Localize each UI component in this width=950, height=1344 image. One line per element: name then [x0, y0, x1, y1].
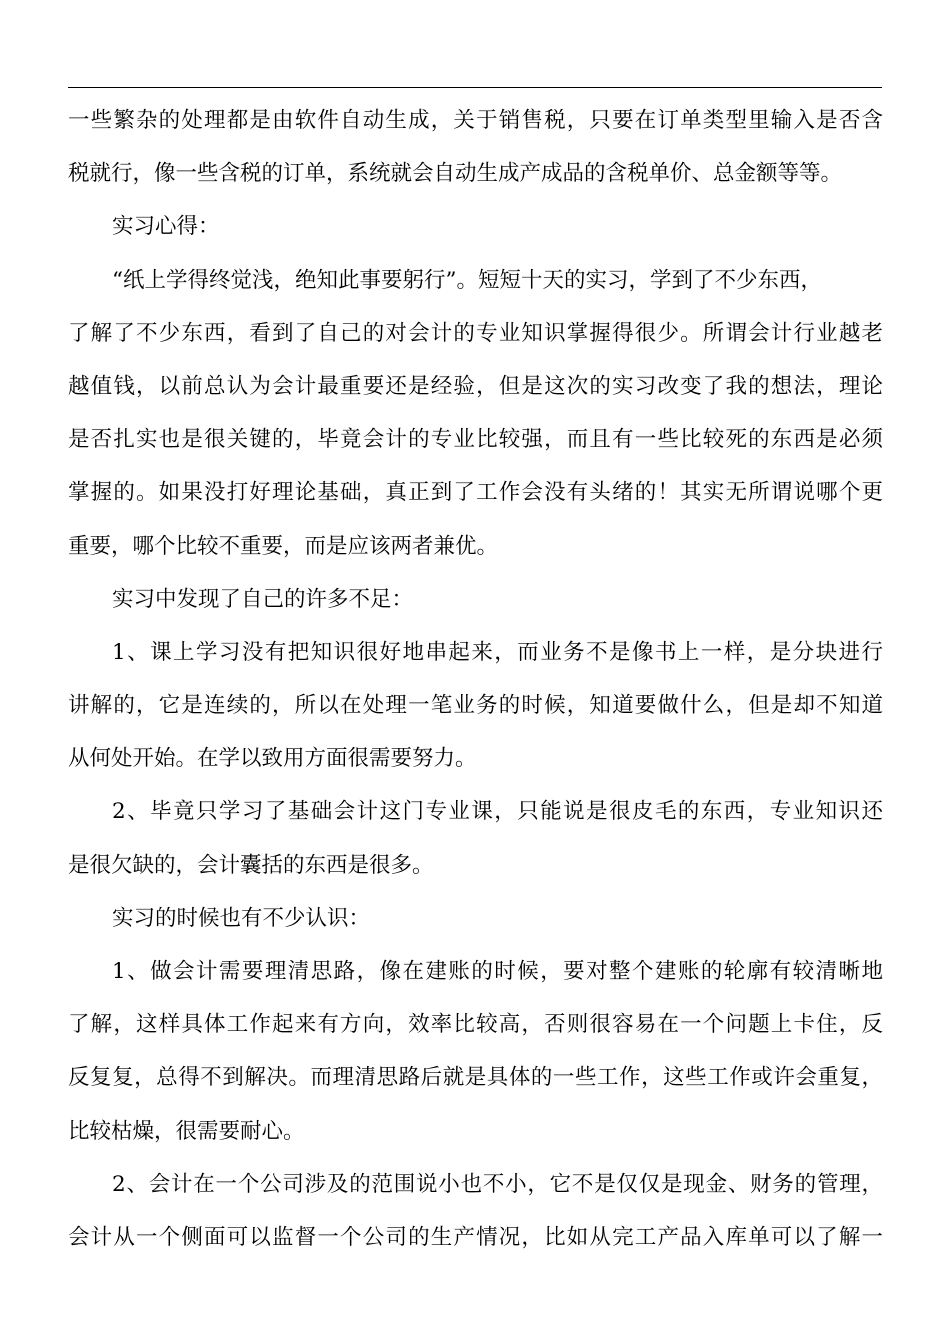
text-line: 讲解的，它是连续的，所以在处理一笔业务的时候，知道要做什么，但是却不知道 — [68, 693, 883, 719]
body-text — [68, 94, 883, 1264]
text-line: 越值钱，以前总认为会计最重要还是经验，但是这次的实习改变了我的想法，理论 — [68, 373, 883, 399]
text-line: 1、做会计需要理清思路，像在建账的时候，要对整个建账的轮廓有较清晰地 — [112, 959, 883, 984]
text-line: 1、课上学习没有把知识很好地串起来，而业务不是像书上一样，是分块进行 — [112, 639, 883, 665]
section-heading: 实习的时候也有不少认识： — [112, 905, 371, 931]
text-line: 了解，这样具体工作起来有方向，效率比较高，否则很容易在一个问题上卡住，反 — [68, 1012, 883, 1038]
text-line: 掌握的。如果没打好理论基础，真正到了工作会没有头绪的！其实无所谓说哪个更 — [68, 480, 883, 506]
text-line: 是否扎实也是很关键的，毕竟会计的专业比较强，而且有一些比较死的东西是必须 — [68, 427, 883, 453]
text-line: 是很欠缺的，会计囊括的东西是很多。 — [68, 852, 434, 878]
text-line: 重要，哪个比较不重要，而是应该两者兼优。 — [68, 533, 499, 559]
text-line: 反复复，总得不到解决。而理清思路后就是具体的一些工作，这些工作或许会重复， — [68, 1065, 883, 1091]
text-line: 一些繁杂的处理都是由软件自动生成，关于销售税，只要在订单类型里输入是否含 — [68, 108, 883, 133]
text-line: 了解了不少东西，看到了自己的对会计的专业知识掌握得很少。所谓会计行业越老 — [68, 320, 883, 346]
text-line: “纸上学得终觉浅，绝知此事要躬行”。短短十天的实习，学到了不少东西， — [112, 267, 822, 293]
header-rule — [68, 87, 882, 88]
section-heading: 实习中发现了自己的许多不足： — [112, 586, 414, 612]
text-line: 会计从一个侧面可以监督一个公司的生产情况，比如从完工产品入库单可以了解一 — [68, 1224, 883, 1250]
text-line: 2、毕竟只学习了基础会计这门专业课，只能说是很皮毛的东西，专业知识还 — [112, 799, 883, 825]
text-line: 比较枯燥，很需要耐心。 — [68, 1118, 305, 1144]
text-line: 从何处开始。在学以致用方面很需要努力。 — [68, 746, 477, 772]
text-line: 税就行，像一些含税的订单，系统就会自动生成产成品的含税单价、总金额等等。 — [68, 161, 843, 187]
text-line: 2、会计在一个公司涉及的范围说小也不小，它不是仅仅是现金、财务的管理， — [112, 1171, 883, 1197]
section-heading: 实习心得： — [112, 214, 220, 240]
